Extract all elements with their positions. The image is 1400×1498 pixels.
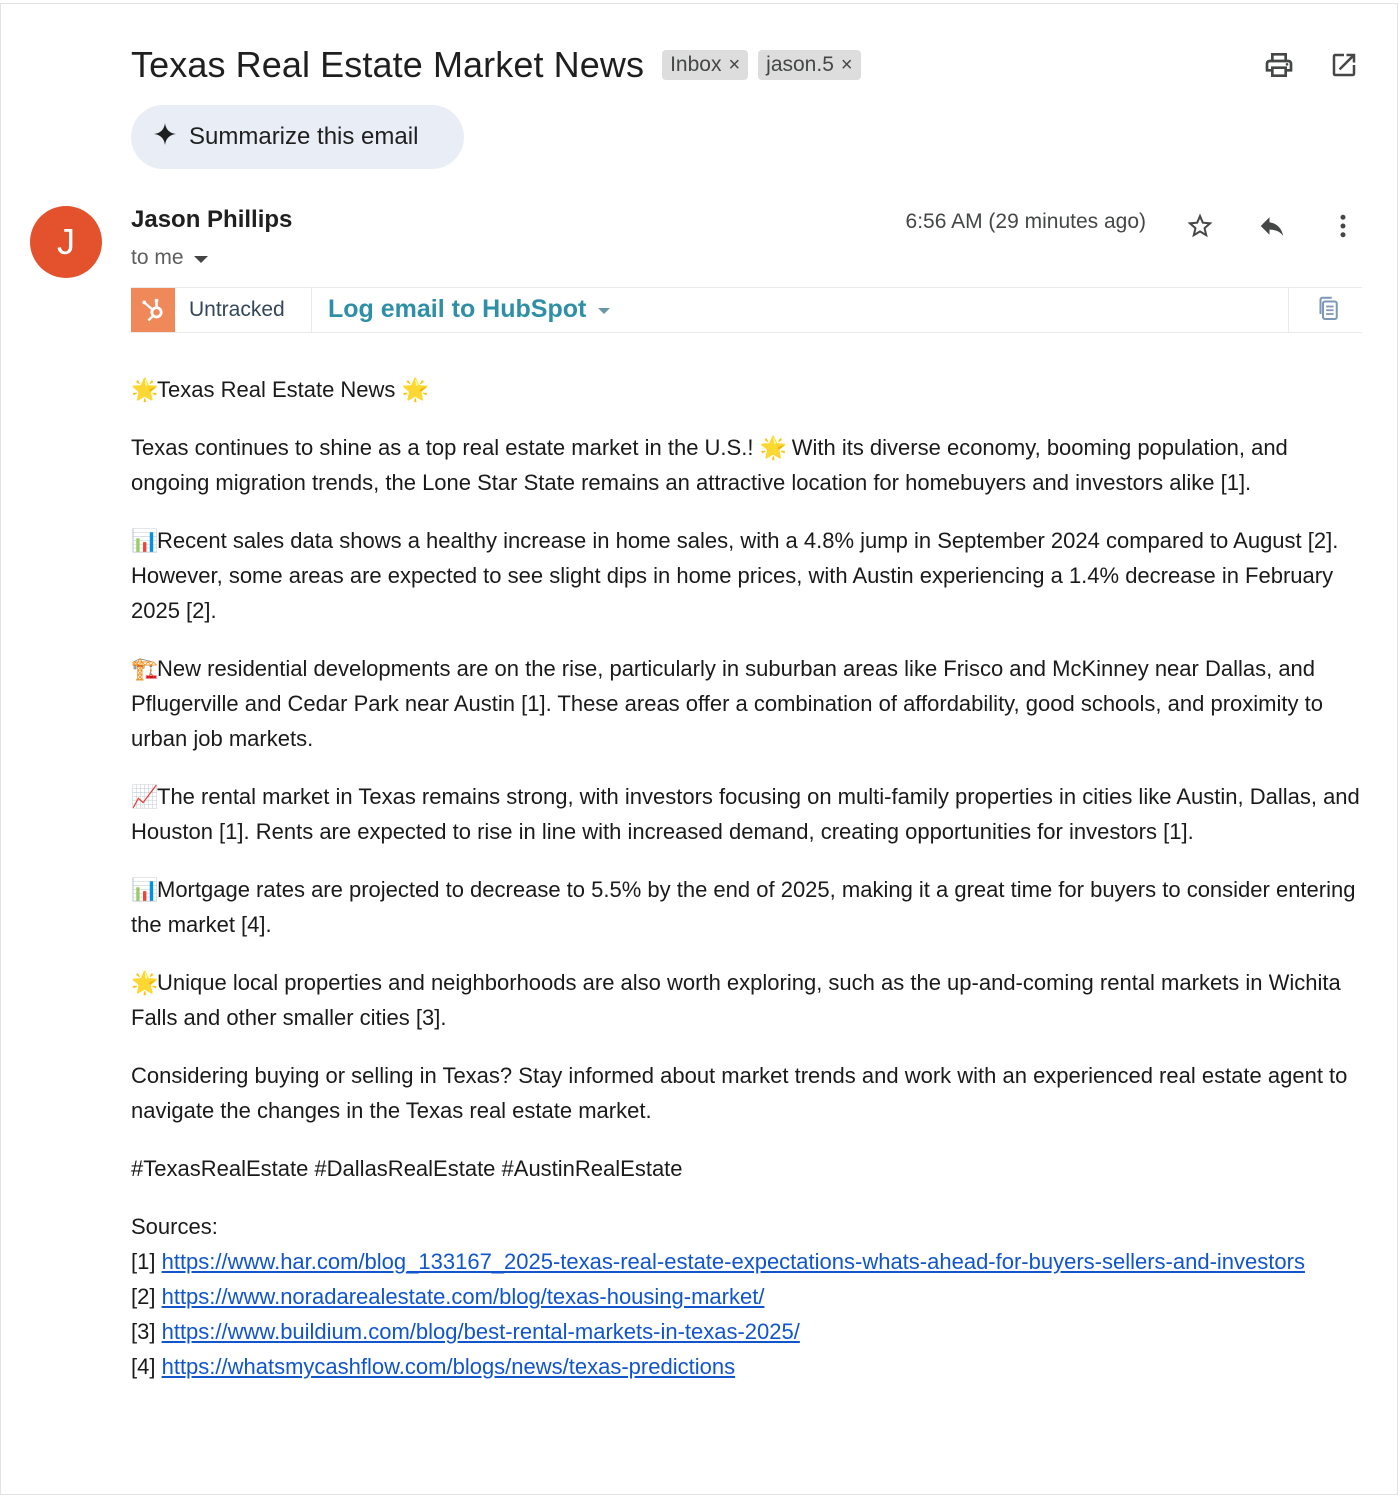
- sources-label: Sources:: [131, 1214, 218, 1239]
- summarize-email-button[interactable]: [131, 105, 464, 169]
- paragraph-text: With its diverse economy, booming population, and ongoing migration trends, the Lone Star State remains an attractive location for homebuyers and investors alike [1].: [131, 435, 1288, 495]
- paragraph-text: Unique local properties and neighborhoods are also worth exploring, such as the up-and-coming rental markets in Wichita Falls and other smaller cities [3].: [131, 970, 1341, 1030]
- chart-increasing-icon: 📈: [131, 784, 159, 809]
- bar-chart-icon: 📊: [131, 877, 159, 902]
- source-ref: [2]: [131, 1284, 156, 1309]
- recipient-details-toggle[interactable]: [131, 246, 208, 270]
- body-paragraph: [131, 430, 1371, 500]
- remove-label-icon[interactable]: ×: [728, 53, 741, 76]
- more-vert-icon[interactable]: [1323, 206, 1363, 246]
- body-heading: [131, 372, 1371, 407]
- avatar-initial: J: [57, 221, 75, 262]
- source-item: [131, 1349, 1371, 1384]
- source-ref: [3]: [131, 1319, 156, 1344]
- body-paragraph: [131, 523, 1371, 628]
- hashtags: #TexasRealEstate #DallasRealEstate #AustinRealEstate: [131, 1156, 683, 1181]
- paragraph-text: The rental market in Texas remains strong, with investors focusing on multi-family properties in cities like Austin, Dallas, and Houston [1]. Rents are expected to rise in line with increased demand, creating opportunities for investors [1].: [131, 784, 1360, 844]
- paragraph-text: Mortgage rates are projected to decrease to 5.5% by the end of 2025, making it a great time for buyers to consider entering the market [4].: [131, 877, 1356, 937]
- body-paragraph: [131, 872, 1371, 942]
- bar-chart-icon: 📊: [131, 528, 159, 553]
- log-email-label: Log email to HubSpot: [328, 295, 587, 323]
- paragraph-text: Texas continues to shine as a top real estate market in the U.S.!: [131, 435, 754, 460]
- body-paragraph: [131, 651, 1371, 756]
- sender-name[interactable]: Jason Phillips: [131, 206, 293, 233]
- tracking-status: Untracked: [189, 298, 285, 321]
- chevron-down-icon: [194, 256, 208, 263]
- sparkle-icon: [153, 122, 177, 153]
- construction-crane-icon: 🏗️: [131, 656, 159, 681]
- glowing-star-icon: 🌟: [401, 377, 429, 402]
- source-link[interactable]: https://www.noradarealestate.com/blog/texas-housing-market/: [161, 1284, 765, 1309]
- reply-icon[interactable]: [1252, 206, 1292, 246]
- paragraph-text: New residential developments are on the rise, particularly in suburban areas like Frisco and McKinney near Dallas, and Pflugerville and Cedar Park near Austin [1]. These areas offer a combination of affordability, good schools, and proximity to urban job markets.: [131, 656, 1323, 751]
- log-email-to-hubspot-button[interactable]: [328, 295, 610, 324]
- subject-row: [131, 40, 871, 90]
- copy-icon[interactable]: [1313, 294, 1347, 328]
- glowing-star-icon: 🌟: [131, 970, 159, 995]
- glowing-star-icon: 🌟: [759, 435, 787, 460]
- body-paragraph: [131, 965, 1371, 1035]
- source-ref: [1]: [131, 1249, 156, 1274]
- source-link[interactable]: https://www.har.com/blog_133167_2025-texas-real-estate-expectations-whats-ahead-for-buyers-sellers-and-investors: [161, 1249, 1305, 1274]
- email-subject: Texas Real Estate Market News: [131, 44, 645, 85]
- print-icon[interactable]: [1262, 48, 1296, 82]
- source-link[interactable]: https://whatsmycashflow.com/blogs/news/texas-predictions: [161, 1354, 736, 1379]
- divider: [1288, 288, 1289, 332]
- recipient-label: to me: [131, 246, 184, 269]
- paragraph-text: Recent sales data shows a healthy increase in home sales, with a 4.8% jump in September 2024 compared to August [2]. However, some areas are expected to see slight dips in home prices, with Austin experiencing a 1.4% decrease in February 2025 [2].: [131, 528, 1339, 623]
- hubspot-logo-icon: [131, 288, 175, 332]
- label-chip-inbox[interactable]: [662, 50, 748, 80]
- source-link[interactable]: https://www.buildium.com/blog/best-rental-markets-in-texas-2025/: [161, 1319, 800, 1344]
- source-item: [131, 1314, 1371, 1349]
- label-chip-jason5[interactable]: [758, 50, 860, 80]
- source-item: [131, 1279, 1371, 1314]
- summarize-label: Summarize this email: [189, 123, 419, 150]
- heading-text: Texas Real Estate News: [157, 377, 396, 402]
- body-paragraph: Considering buying or selling in Texas? Stay informed about market trends and work with an experienced real estate agent to navigate the changes in the Texas real estate market.: [131, 1063, 1348, 1123]
- source-ref: [4]: [131, 1354, 156, 1379]
- remove-label-icon[interactable]: ×: [840, 53, 853, 76]
- label-chip-text: Inbox: [670, 53, 722, 76]
- sources-list: [131, 1209, 1371, 1384]
- divider: [311, 288, 312, 332]
- body-paragraph: [131, 779, 1371, 849]
- hubspot-toolbar: [131, 287, 1362, 333]
- open-in-new-window-icon[interactable]: [1327, 48, 1361, 82]
- chevron-down-icon: [598, 308, 610, 314]
- source-item: [131, 1244, 1371, 1279]
- label-chip-text: jason.5: [766, 53, 834, 76]
- avatar[interactable]: [30, 206, 102, 278]
- glowing-star-icon: 🌟: [131, 377, 159, 402]
- email-timestamp: 6:56 AM (29 minutes ago): [905, 210, 1146, 233]
- star-icon[interactable]: [1180, 206, 1220, 246]
- email-body: [131, 372, 1371, 1384]
